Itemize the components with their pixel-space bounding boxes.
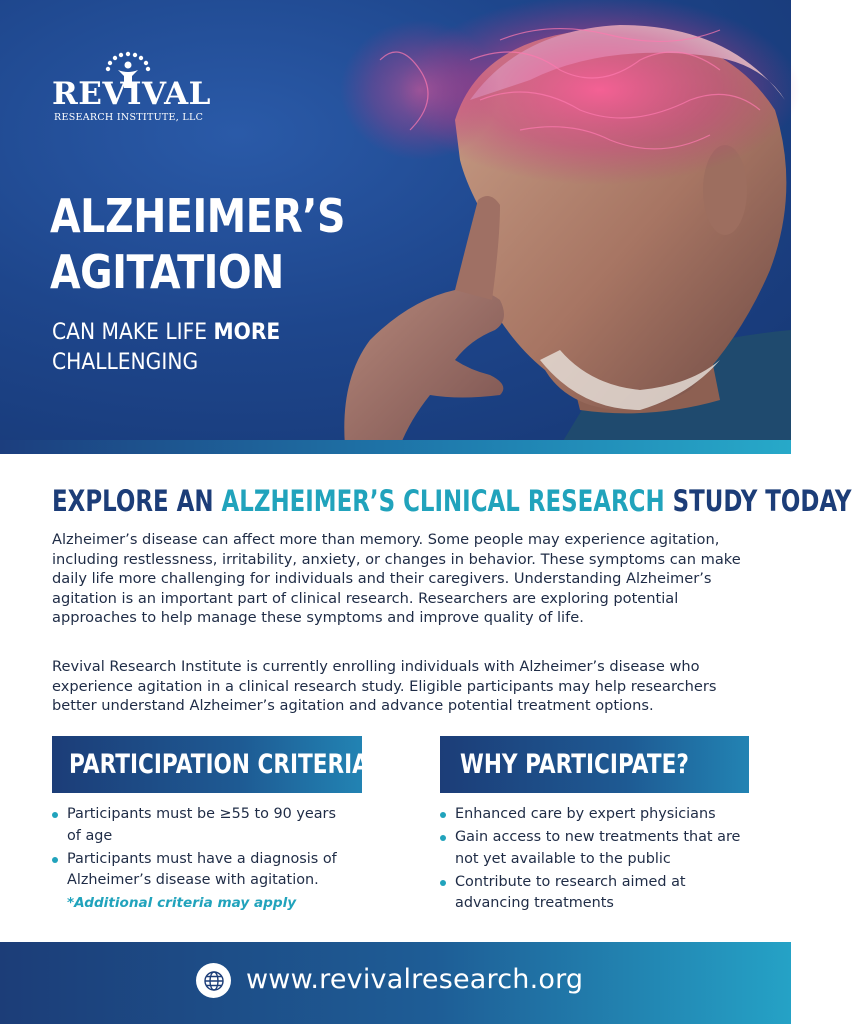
title-accent: ALZHEIMER’S CLINICAL RESEARCH bbox=[221, 484, 665, 518]
list-item bbox=[440, 827, 750, 870]
why-item-text: Gain access to new treatments that are not yet available to the public bbox=[455, 829, 741, 867]
list-item bbox=[440, 872, 750, 915]
bullet-icon bbox=[52, 857, 58, 863]
bullet-icon bbox=[440, 835, 446, 841]
intro-paragraph-2: Revival Research Institute is currently enrolling individuals with Alzheimer’s disease who experience agitation in a clinical research study. Eligible participants may help researchers better understand Alzheimer’s agitation and advance potential treatment options. bbox=[52, 658, 717, 714]
globe-icon bbox=[196, 963, 231, 998]
list-item bbox=[52, 849, 352, 892]
why-item-text: Enhanced care by expert physicians bbox=[455, 806, 716, 822]
criteria-heading: PARTICIPATION CRITERIA bbox=[69, 749, 369, 780]
criteria-list bbox=[52, 804, 352, 893]
headline-line-1: ALZHEIMER’S bbox=[50, 189, 346, 243]
hero-divider bbox=[0, 440, 791, 454]
criteria-item-text: Participants must have a diagnosis of Alzheimer’s disease with agitation. bbox=[67, 850, 337, 888]
hero-headline bbox=[50, 188, 346, 300]
subhead-bold: MORE bbox=[213, 320, 281, 345]
title-part-1: EXPLORE AN bbox=[52, 484, 222, 518]
website-link[interactable]: www.revivalresearch.org bbox=[246, 964, 584, 995]
title-part-2: STUDY TODAY bbox=[664, 484, 852, 518]
hero-banner bbox=[0, 0, 791, 446]
bullet-icon bbox=[52, 812, 58, 818]
logo-subtitle: RESEARCH INSTITUTE, LLC bbox=[54, 112, 204, 123]
subhead-part-1: CAN MAKE LIFE bbox=[52, 320, 214, 345]
why-heading-box bbox=[440, 736, 749, 793]
why-item-text: Contribute to research aimed at advancing treatments bbox=[455, 873, 686, 911]
subhead-line-2: CHALLENGING bbox=[52, 350, 199, 375]
revival-logo bbox=[52, 48, 211, 132]
list-item bbox=[440, 804, 750, 826]
section-title bbox=[52, 483, 852, 519]
hero-subhead bbox=[52, 318, 346, 378]
intro-paragraph-1: Alzheimer’s disease can affect more than memory. Some people may experience agitation, including restlessness, irritability, anxiety, or changes in behavior. These symptoms can make daily life more challenging for individuals and their caregivers. Understanding Alzheimer’s agitation is an important part of clinical research. Researchers are exploring potential approaches to help manage these symptoms and improve quality of life. bbox=[52, 531, 741, 626]
bullet-icon bbox=[440, 812, 446, 818]
logo-wordmark: REVIVAL bbox=[52, 76, 211, 112]
headline-line-2: AGITATION bbox=[50, 245, 284, 299]
list-item bbox=[52, 804, 352, 847]
criteria-heading-box bbox=[52, 736, 369, 793]
bullet-icon bbox=[440, 880, 446, 886]
criteria-item-text: Participants must be ≥55 to 90 years of age bbox=[67, 806, 336, 844]
criteria-note: *Additional criteria may apply bbox=[67, 895, 297, 911]
why-list bbox=[440, 804, 750, 916]
why-heading: WHY PARTICIPATE? bbox=[460, 749, 689, 780]
